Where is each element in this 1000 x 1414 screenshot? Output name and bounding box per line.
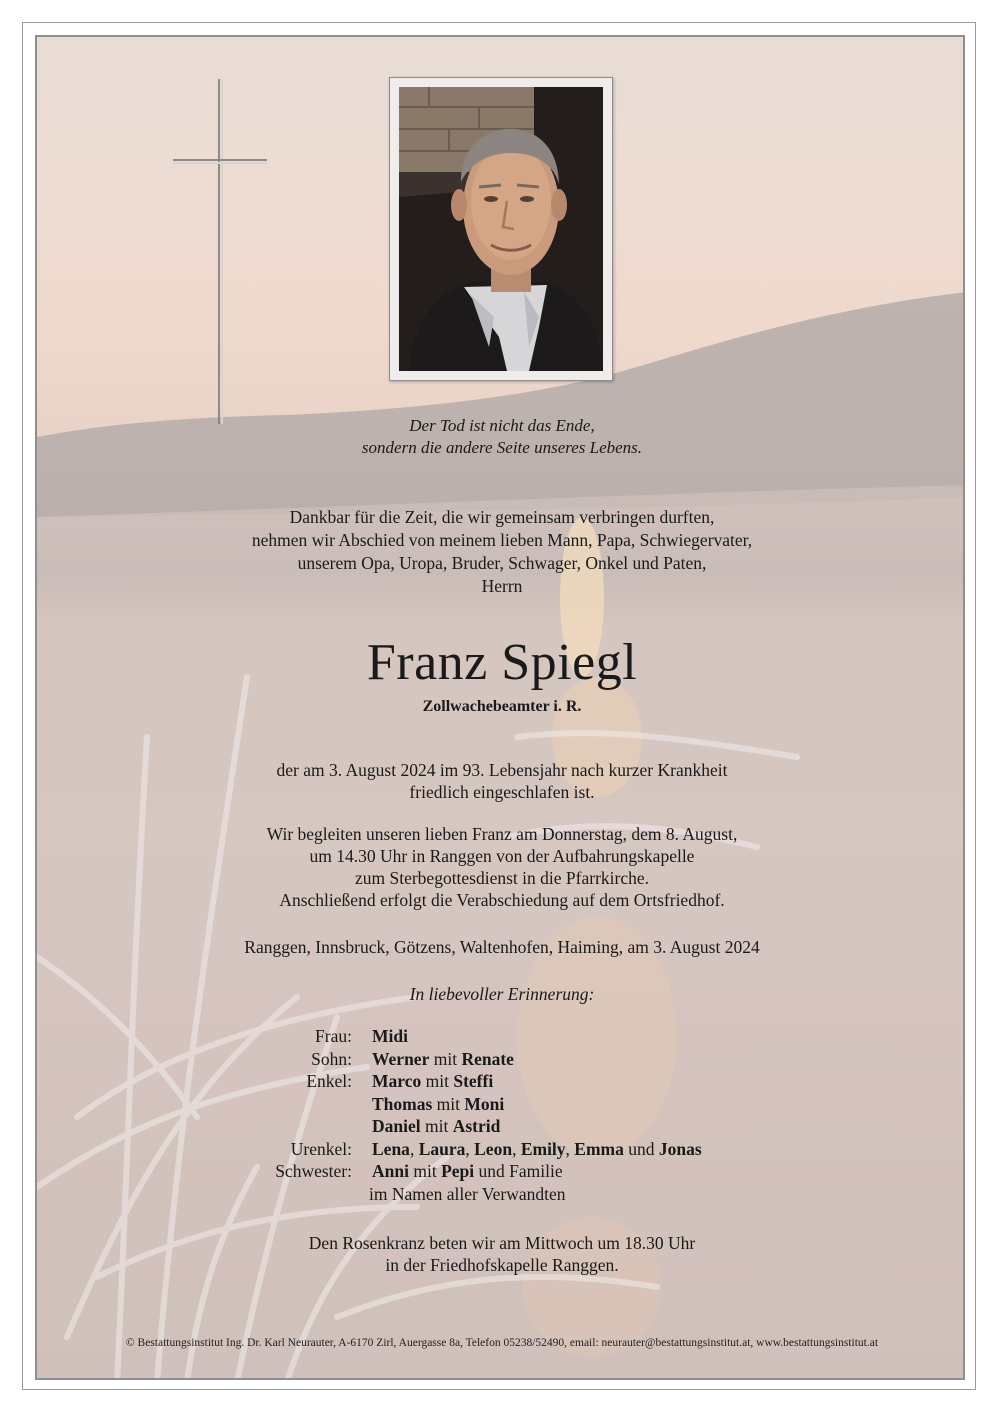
connector: mit [421,1071,454,1091]
funeral-line: zum Sterbegottesdienst in die Pfarrkirche. [354,868,649,888]
intro-line: unserem Opa, Uropa, Bruder, Schwager, Onkel und Paten, [297,553,707,573]
relation-label [217,1183,372,1206]
connector: mit [429,1048,462,1069]
family-name: Marco [372,1071,422,1091]
relation-label: Enkel: [306,1071,352,1091]
connector: mit [432,1093,465,1114]
family-names [369,1183,817,1206]
quote-line: Der Tod ist nicht das Ende, [409,416,595,435]
family-names [372,1115,817,1138]
quote-line: sondern die andere Seite unseres Lebens. [361,438,643,457]
rosary-line: Den Rosenkranz beten wir am Mittwoch um 18.30 Uhr [308,1233,696,1253]
family-row [217,1160,817,1183]
rosary-line: in der Friedhofskapelle Ranggen. [385,1255,619,1275]
family-names [372,1025,817,1048]
family-names [372,1138,817,1161]
family-name: Laura [418,1138,466,1159]
relatives-note: im Namen aller Verwandten [369,1183,566,1204]
connector: und [623,1138,659,1159]
family-name: Lena [372,1138,410,1159]
connector: mit [408,1161,442,1181]
memory-heading: In liebevoller Erinnerung: [409,984,595,1004]
family-names [372,1093,817,1116]
portrait-photo [399,87,603,371]
family-name: Steffi [453,1071,494,1091]
death-line: der am 3. August 2024 im 93. Lebensjahr nach kurzer Krankheit [276,760,728,780]
footer-credit: © Bestattungsinstitut Ing. Dr. Karl Neurauter, A-6170 Zirl, Auergasse 8a, Telefon 05238/52490, email: neurauter@bestattungsinstitut.at, www.bestattungsinstitut.at [125,1337,879,1349]
deceased-title: Zollwachebeamter i. R. [422,698,582,715]
family-names [372,1070,817,1093]
connector: und Familie [474,1161,563,1181]
family-name: Renate [461,1048,514,1069]
cross-icon-bar [173,159,267,161]
family-list [217,1025,817,1205]
family-name: Emma [574,1138,624,1159]
family-name: Werner [372,1048,430,1069]
quote [37,415,965,459]
intro-line: Herrn [481,576,523,596]
relation-label: Sohn: [311,1048,352,1069]
relation-label [217,1115,372,1138]
rosary-notice [37,1232,965,1276]
family-name: Moni [464,1093,505,1114]
cross-icon [218,79,220,424]
family-row [217,1025,817,1048]
family-name: Jonas [658,1138,702,1159]
places-date: Ranggen, Innsbruck, Götzens, Waltenhofen, Haiming, am 3. August 2024 [244,937,760,957]
death-line: friedlich eingeschlafen ist. [409,782,595,802]
funeral-notice [37,823,965,911]
family-name: Emily [520,1138,566,1159]
funeral-line: um 14.30 Uhr in Ranggen von der Aufbahrungskapelle [309,846,695,866]
intro-line: Dankbar für die Zeit, die wir gemeinsam verbringen durften, [289,507,715,527]
funeral-line: Anschließend erfolgt die Verabschiedung auf dem Ortsfriedhof. [279,890,725,910]
family-name: Thomas [372,1093,433,1114]
family-row [217,1093,817,1116]
relation-label: Schwester: [275,1161,352,1181]
connector: , [409,1138,419,1159]
connector: , [565,1138,575,1159]
relation-label: Urenkel: [290,1138,352,1159]
family-row [217,1138,817,1161]
portrait-frame [389,77,613,381]
family-row [217,1048,817,1071]
family-name: Leon [474,1138,513,1159]
family-name: Anni [372,1161,409,1181]
family-name: Pepi [441,1161,475,1181]
family-names [372,1160,817,1183]
family-row [217,1115,817,1138]
family-name: Daniel [372,1116,421,1136]
family-names [372,1048,817,1071]
relation-label: Frau: [315,1026,352,1046]
death-notice [37,759,965,803]
intro-line: nehmen wir Abschied von meinem lieben Mann, Papa, Schwiegervater, [251,530,753,550]
family-row [217,1183,817,1206]
family-row [217,1070,817,1093]
connector: mit [420,1116,453,1136]
family-name: Midi [372,1026,408,1046]
connector: , [465,1138,475,1159]
funeral-line: Wir begleiten unseren lieben Franz am Donnerstag, dem 8. August, [266,824,738,844]
deceased-name: Franz Spiegl [366,634,638,691]
content-layer [37,37,965,1380]
obituary-card [35,35,965,1380]
portrait-illustration [399,87,603,371]
relation-label [217,1093,372,1116]
connector: , [512,1138,521,1159]
intro-text [37,506,965,598]
family-name: Astrid [452,1116,501,1136]
